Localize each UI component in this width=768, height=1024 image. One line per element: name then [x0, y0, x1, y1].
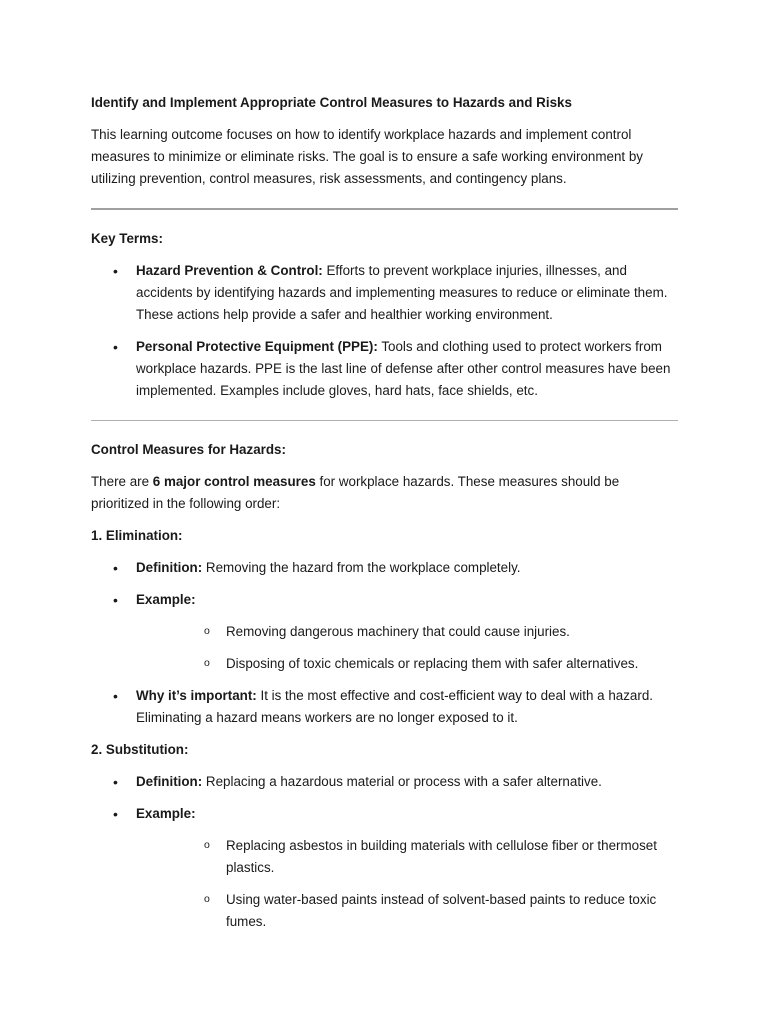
- example-label: Example:: [136, 806, 196, 821]
- example-subitem: o Removing dangerous machinery that could cause injuries.: [136, 621, 678, 643]
- definition-label: Definition:: [136, 774, 203, 789]
- substitution-list: [91, 771, 678, 933]
- key-terms-list: [91, 260, 678, 402]
- intro-emphasis: 6 major control measures: [152, 474, 316, 489]
- example-sublist: [136, 621, 678, 675]
- substitution-heading: 2. Substitution:: [91, 742, 189, 757]
- key-term-label: Hazard Prevention & Control:: [136, 263, 323, 278]
- definition-text: Replacing a hazardous material or process with a safer alternative.: [202, 774, 602, 789]
- key-term-item: [91, 260, 678, 326]
- intro-paragraph: This learning outcome focuses on how to identify workplace hazards and implement control measures to minimize or eliminate risks. The goal is to ensure a safe working environment by utilizing prevention, control measures, risk assessments, and contingency plans.: [91, 127, 643, 186]
- example-item: [91, 589, 678, 675]
- intro-text: There are: [91, 474, 153, 489]
- example-sublist: [136, 835, 678, 933]
- key-term-definition: Efforts to prevent workplace injuries, illnesses, and accidents by identifying hazards and implementing measures to reduce or eliminate them. These actions help provide a safer and healthier working environment.: [136, 263, 668, 322]
- example-subitem: o Replacing asbestos in building materials with cellulose fiber or thermoset plastics.: [136, 835, 678, 879]
- key-terms-heading: Key Terms:: [91, 231, 163, 246]
- elimination-list: [91, 557, 678, 729]
- key-term-definition: Tools and clothing used to protect workers from workplace hazards. PPE is the last line of defense after other control measures have been implemented. Examples include gloves, hard hats, face shields, etc.: [136, 339, 671, 398]
- intro-text: for workplace hazards. These measures should be prioritized in the following order:: [91, 474, 620, 511]
- importance-item: [91, 685, 678, 729]
- definition-item: [91, 557, 678, 579]
- key-term-item: [91, 336, 678, 402]
- key-term-label: Personal Protective Equipment (PPE):: [136, 339, 378, 354]
- example-subitem: o Disposing of toxic chemicals or replacing them with safer alternatives.: [136, 653, 678, 675]
- control-measures-intro: [91, 471, 678, 515]
- definition-text: Removing the hazard from the workplace completely.: [202, 560, 521, 575]
- control-measures-heading: Control Measures for Hazards:: [91, 442, 286, 457]
- section-divider: [91, 420, 678, 421]
- definition-label: Definition:: [136, 560, 203, 575]
- example-item: [91, 803, 678, 933]
- importance-label: Why it’s important:: [136, 688, 257, 703]
- elimination-heading: 1. Elimination:: [91, 528, 183, 543]
- definition-item: [91, 771, 678, 793]
- example-label: Example:: [136, 592, 196, 607]
- example-subitem: o Using water-based paints instead of solvent-based paints to reduce toxic fumes.: [136, 889, 678, 933]
- section-divider: [91, 208, 678, 210]
- importance-text: It is the most effective and cost-efficient way to deal with a hazard. Eliminating a hazard means workers are no longer exposed to it.: [136, 688, 653, 725]
- document-title: Identify and Implement Appropriate Control Measures to Hazards and Risks: [91, 95, 572, 110]
